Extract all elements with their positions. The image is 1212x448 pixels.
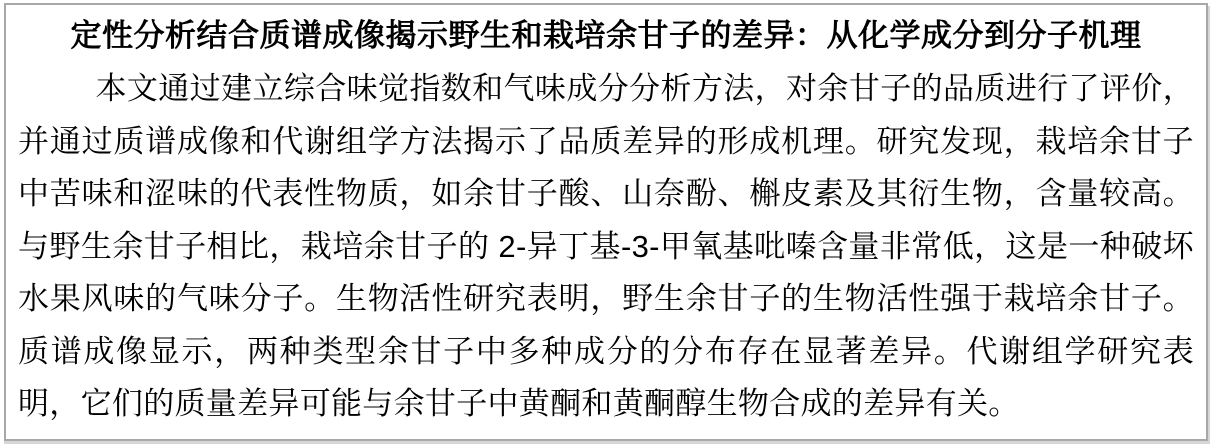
document-border-frame [4,3,1208,441]
abstract-paragraph: 本文通过建立综合味觉指数和气味成分分析方法，对余甘子的品质进行了评价，并通过质谱成像和代谢组学方法揭示了品质差异的形成机理。研究发现，栽培余甘子中苦味和涩味的代表性物质，如余甘子酸、山奈酚、槲皮素及其衍生物，含量较高。与野生余甘子相比，栽培余甘子的 2-异丁基-3-甲氧基吡嗪含量非常低，这是一种破坏水果风味的气味分子。生物活性研究表明，野生余甘子的生物活性强于栽培余甘子。质谱成像显示，两种类型余甘子中多种成分的分布存在显著差异。代谢组学研究表明，它们的质量差异可能与余甘子中黄酮和黄酮醇生物合成的差异有关。 [18,71,1194,421]
page-title: 定性分析结合质谱成像揭示野生和栽培余甘子的差异：从化学成分到分子机理 [70,18,1142,53]
